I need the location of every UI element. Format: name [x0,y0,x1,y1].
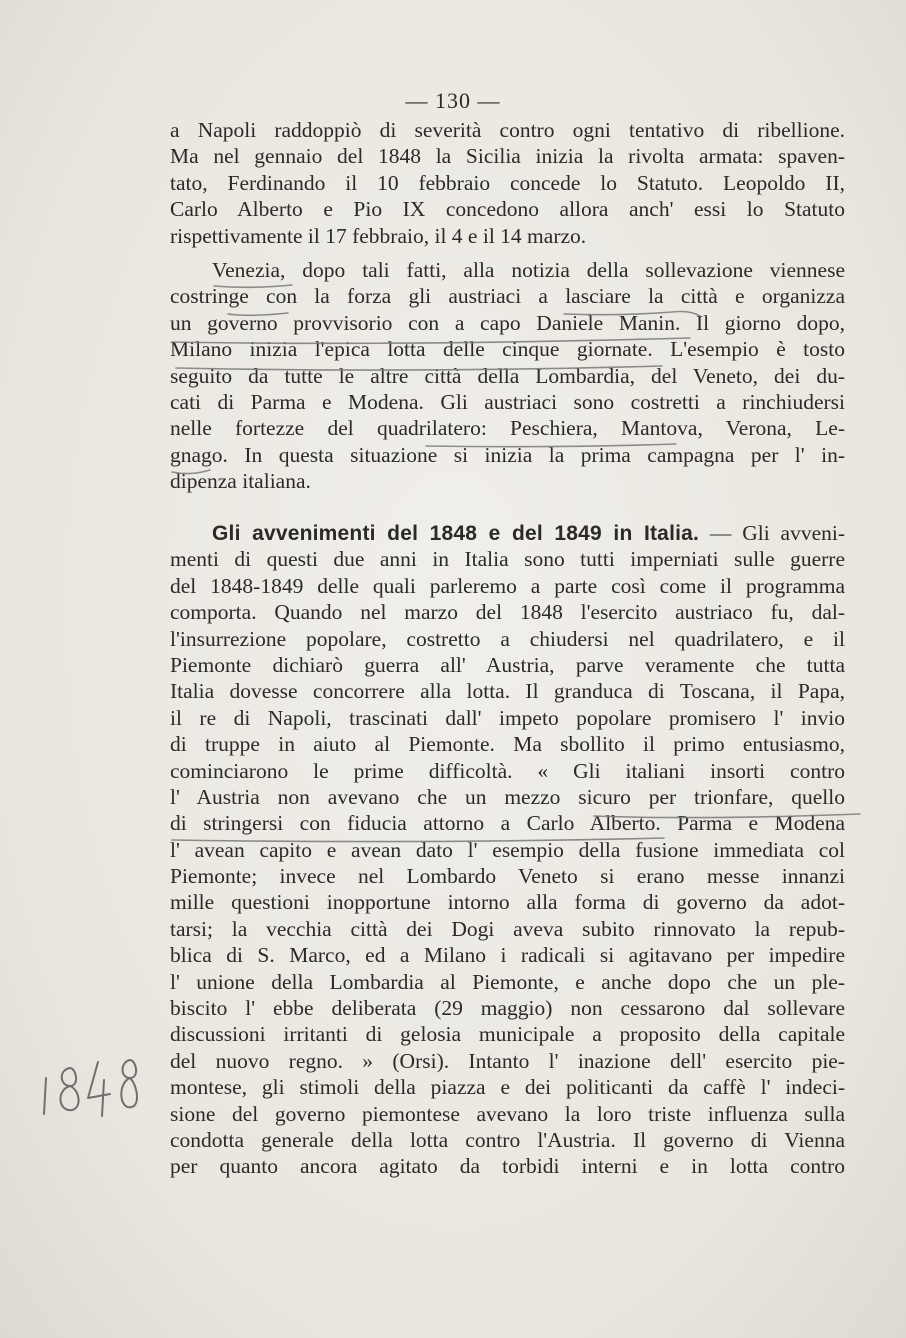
paragraph-1 [170,117,845,249]
text-line: nelle fortezze del quadrilatero: Peschiera, Mantova, Verona, Le- [170,416,845,441]
text-line: blica di S. Marco, ed a Milano i radicali si agitavano per impedire [170,943,845,968]
text-line: condotta generale della lotta contro l'Austria. Il governo di Vienna [170,1127,845,1152]
handwritten-margin-note [36,1040,146,1120]
paragraph-2 [170,257,845,495]
text-line: biscito l' ebbe deliberata (29 maggio) non cessarono dal sollevare [170,996,845,1021]
text-line: l' unione della Lombardia al Piemonte, e anche dopo che un ple- [170,969,845,994]
text-line: costringe con la forza gli austriaci a lasciare la città e organizza [170,284,845,309]
text-line: rispettivamente il 17 febbraio, il 4 e il 14 marzo. [170,223,587,248]
text-line: un governo provvisorio con a capo Daniele Manin. Il giorno dopo, [170,310,845,335]
text-line: del 1848-1849 delle quali parleremo a parte così come il programma [170,573,845,598]
text-line: montese, gli stimoli della piazza e dei politicanti da caffè l' indeci- [170,1075,845,1100]
text-line: cati di Parma e Modena. Gli austriaci sono costretti a rinchiudersi [170,389,845,414]
text-line: dipenza italiana. [170,469,311,494]
text-line: del nuovo regno. » (Orsi). Intanto l' inazione dell' esercito pie- [170,1048,845,1073]
text-line: mille questioni inopportune intorno alla forma di governo da adot- [170,890,845,915]
text-line: l' avean capito e avean dato l' esempio della fusione immediata col [170,837,845,862]
text-line: per quanto ancora agitato da torbidi interni e in lotta contro [170,1154,845,1179]
text-line: Piemonte dichiarò guerra all' Austria, parve veramente che tutta [170,652,845,677]
text-line: gnago. In questa situazione si inizia la prima campagna per l' in- [170,442,845,467]
text-line: Venezia, dopo tali fatti, alla notizia della sollevazione viennese [212,258,845,282]
section-heading: Gli avvenimenti del 1848 e del 1849 in Italia. [212,522,700,545]
text-line: tarsi; la vecchia città dei Dogi aveva subito rinnovato la repub- [170,916,845,941]
heading-line [170,520,845,546]
text-line: a Napoli raddoppiò di severità contro ogni tentativo di ribellione. [170,118,845,142]
text-line: Ma nel gennaio del 1848 la Sicilia inizia la rivolta armata: spaven- [170,144,845,169]
paragraph-3 [170,520,845,1180]
text-line: Italia dovesse concorrere alla lotta. Il granduca di Toscana, il Papa, [170,679,845,704]
text-line: l'insurrezione popolare, costretto a chiudersi nel quadrilatero, e il [170,626,845,651]
text-line: Carlo Alberto e Pio IX concedono allora anch' essi lo Statuto [170,197,845,222]
text-line: di stringersi con fiducia attorno a Carlo Alberto. Parma e Modena [170,811,845,836]
text-line: menti di questi due anni in Italia sono tutti imperniati sulle guerre [170,547,845,572]
text-line: cominciarono le prime difficoltà. « Gli italiani insorti contro [170,758,845,783]
text-line: di truppe in aiuto al Piemonte. Ma sbollito il primo entusiasmo, [170,732,845,757]
text-line: discussioni irritanti di gelosia municipale a proposito della capitale [170,1022,845,1047]
text-line: comporta. Quando nel marzo del 1848 l'esercito austriaco fu, dal- [170,600,845,625]
text-line: Milano inizia l'epica lotta delle cinque giornate. L'esempio è tosto [170,337,845,362]
text-line: tato, Ferdinando il 10 febbraio concede lo Statuto. Leopoldo II, [170,170,845,195]
text-line: l' Austria non avevano che un mezzo sicuro per trionfare, quello [170,784,845,809]
page-number: — 130 — [405,88,501,113]
heading-line-rest: — Gli avveni- [709,521,846,545]
text-line: il re di Napoli, trascinati dall' impeto popolare promisero l' invio [170,705,845,730]
text-line: Piemonte; invece nel Lombardo Veneto si erano messe innanzi [170,864,845,889]
text-line: seguito da tutte le altre città della Lombardia, del Veneto, dei du- [170,363,845,388]
text-line: sione del governo piemontese avevano la loro triste influenza sulla [170,1101,845,1126]
